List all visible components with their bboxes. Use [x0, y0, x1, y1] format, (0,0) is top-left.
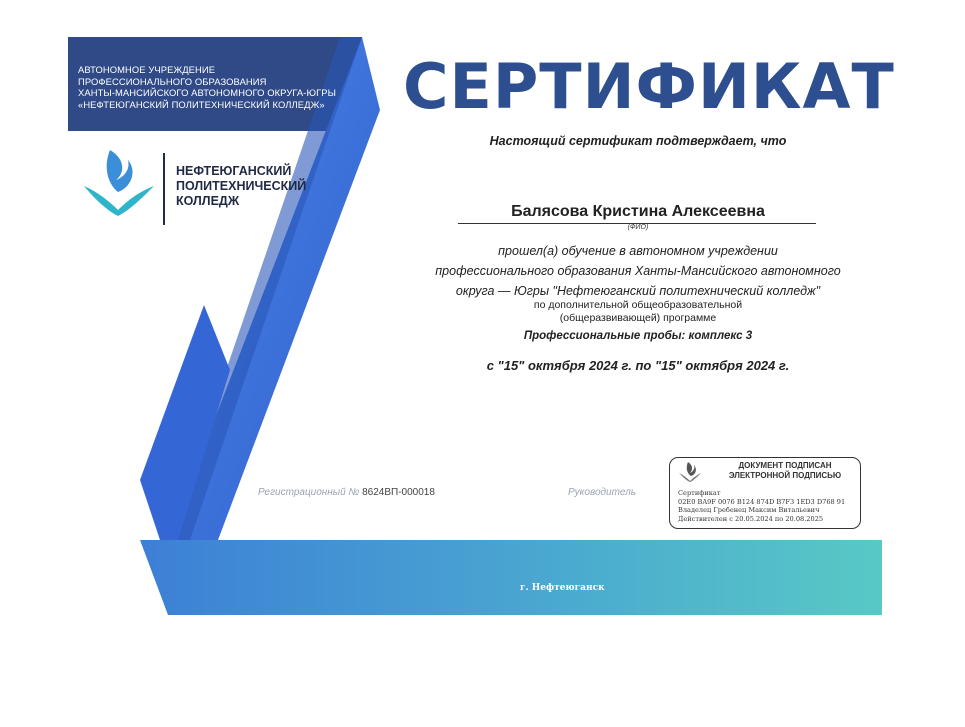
- body-line: профессионального образования Ханты-Мансийского автономного: [435, 264, 841, 278]
- signature-details: [678, 489, 845, 523]
- registration-number: [258, 487, 435, 498]
- signature-header: [720, 461, 850, 481]
- footer-city: г. Нефтеюганск: [520, 583, 605, 593]
- body-line: прошел(а) обучение в автономном учреждении: [498, 244, 778, 258]
- organization-header: [78, 64, 368, 110]
- program-name: Профессиональные пробы: комплекс 3: [523, 330, 753, 342]
- program-line: по дополнительной общеобразовательной: [533, 299, 743, 311]
- training-dates: с "15" октября 2024 г. по "15" октября 2024 г.: [486, 358, 790, 373]
- electronic-signature-stamp: [669, 457, 861, 529]
- signature-line: 02E0 BA9F 0076 B124 874D B7F3 1ED3 D768 91: [678, 497, 846, 506]
- header-line: АВТОНОМНОЕ УЧРЕЖДЕНИЕ: [78, 64, 216, 75]
- e-signature-icon: [678, 461, 702, 483]
- training-description: [408, 241, 868, 301]
- registration-label: Регистрационный №: [258, 487, 360, 498]
- signature-line: Владелец Гребенец Максим Витальевич: [678, 506, 820, 515]
- confirms-text: Настоящий сертификат подтверждает, что: [489, 134, 787, 148]
- program-description: [408, 299, 868, 325]
- signature-header-line: ДОКУМЕНТ ПОДПИСАН: [738, 461, 832, 470]
- signature-header-line: ЭЛЕКТРОННОЙ ПОДПИСЬЮ: [728, 471, 842, 480]
- signature-line: Действителен с 20.05.2024 по 20.08.2025: [678, 514, 824, 523]
- footer-band: [140, 540, 882, 615]
- header-line: ХАНТЫ-МАНСИЙСКОГО АВТОНОМНОГО ОКРУГА-ЮГРЫ: [78, 87, 337, 99]
- fio-label: (ФИО): [627, 224, 649, 231]
- certificate-title: СЕРТИФИКАТ: [403, 50, 895, 123]
- director-label: Руководитель: [568, 487, 637, 498]
- header-line: «НЕФТЕЮГАНСКИЙ ПОЛИТЕХНИЧЕСКИЙ КОЛЛЕДЖ»: [78, 98, 325, 110]
- college-name: [176, 164, 306, 209]
- program-line: (общеразвивающей) программе: [559, 312, 717, 324]
- signature-line: Сертификат: [678, 489, 721, 497]
- recipient-name: Балясова Кристина Алексеевна: [511, 203, 765, 220]
- registration-value: 8624ВП-000018: [362, 487, 435, 498]
- college-logo-icon: [80, 146, 158, 218]
- logo-divider: [163, 153, 165, 225]
- body-line: округа — Югры "Нефтеюганский политехнический колледж": [455, 284, 821, 298]
- logo-line: КОЛЛЕДЖ: [176, 194, 240, 208]
- logo-line: ПОЛИТЕХНИЧЕСКИЙ: [176, 179, 307, 193]
- header-line: ПРОФЕССИОНАЛЬНОГО ОБРАЗОВАНИЯ: [78, 75, 267, 87]
- logo-line: НЕФТЕЮГАНСКИЙ: [176, 164, 292, 178]
